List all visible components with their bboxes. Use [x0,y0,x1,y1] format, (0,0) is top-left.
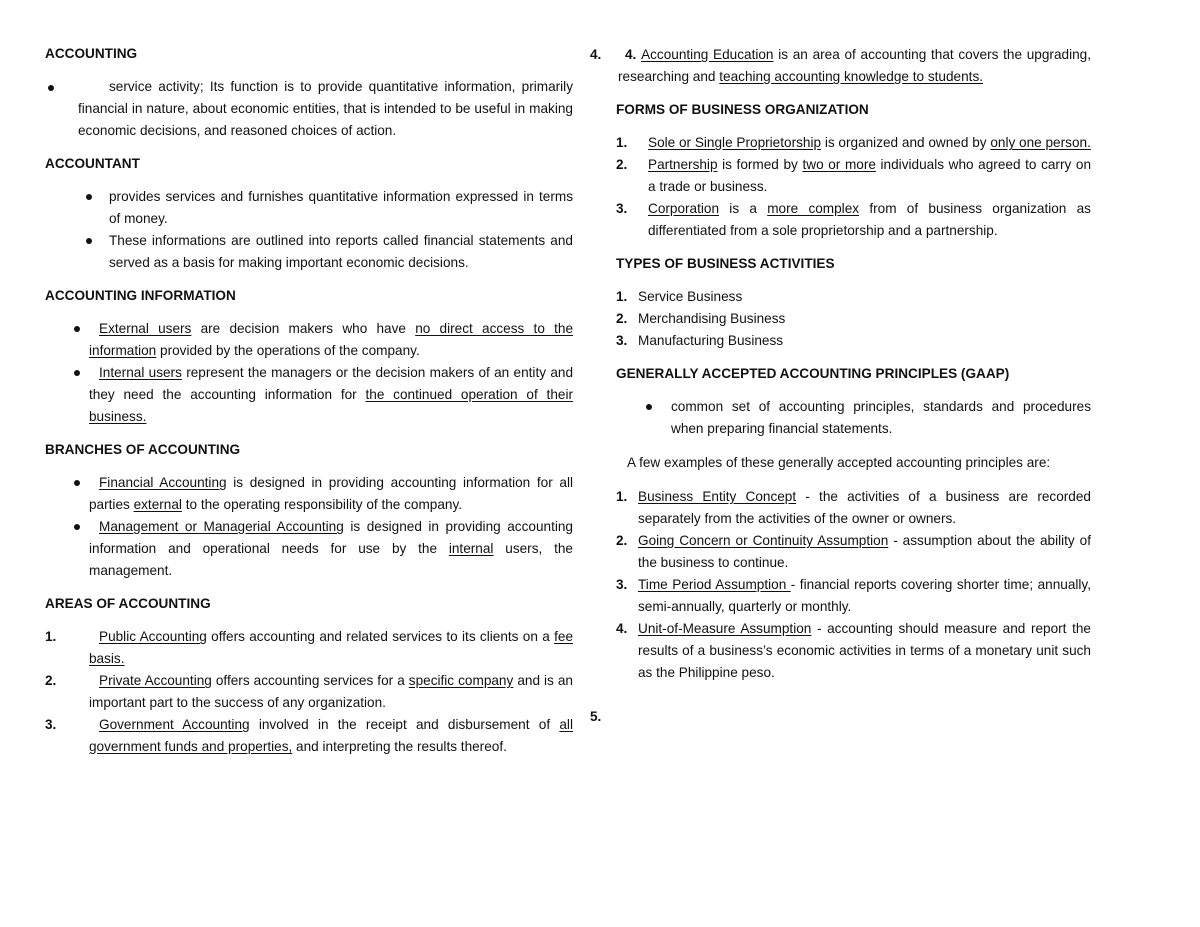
list-item-text: Manufacturing Business [638,333,784,348]
bullet-icon [74,370,80,376]
list-number: 2. [616,533,628,548]
list-number: 3. [616,333,628,348]
list-item [45,362,573,428]
bullet-icon [74,524,80,530]
list-item [590,286,1091,308]
gaap-list [590,486,1091,684]
bullet-icon [74,480,80,486]
list-item [590,198,1091,242]
list-item [45,186,573,230]
list-item-text: Service Business [638,289,743,304]
list-item [45,714,573,758]
list-item [45,670,573,714]
accounting-definition [45,76,573,142]
list-number: 5. [590,709,602,724]
list-item-text: Private Accounting offers accounting services for a specific company and is an important part to the success of any organization. [89,673,573,710]
list-item-text: These informations are outlined into reports called financial statements and served as a basis for making important economic decisions. [109,233,573,270]
areas-heading: AREAS OF ACCOUNTING [45,596,211,611]
list-number: 3. [45,717,57,732]
list-number: 3. [616,201,628,216]
list-item [590,396,1091,440]
types-heading: TYPES OF BUSINESS ACTIVITIES [616,256,835,271]
list-item [590,574,1091,618]
list-item-text: Public Accounting offers accounting and related services to its clients on a fee basis. [89,629,574,666]
list-item-text: Unit-of-Measure Assumption - accounting should measure and report the results of a business’s economic activities in terms of a monetary unit such as the Philippine peso. [638,621,1091,680]
list-number: 2. [45,673,57,688]
list-item [590,706,1091,728]
list-item [45,516,573,582]
list-number: 4. [616,621,628,636]
list-item-text: provides services and furnishes quantitative information expressed in terms of money. [109,189,573,226]
bullet-icon [48,85,54,91]
list-item-text: Internal users represent the managers or the decision makers of an entity and they need the accounting information for the continued operation of their business. [89,365,574,424]
list-item-text: Merchandising Business [638,311,786,326]
accounting-definition-text: service activity; Its function is to provide quantitative information, primarily financial in nature, about economic entities, that is intended to be useful in making economic decisions, and reasoned choices of action. [78,79,573,138]
list-item-text: common set of accounting principles, standards and procedures when preparing financial statements. [671,399,1091,436]
list-item [45,626,573,670]
list-item [45,230,573,274]
list-number: 3. [616,577,628,592]
forms-list [590,132,1091,242]
list-item-text: 4. Accounting Education is an area of accounting that covers the upgrading, researching and teaching accounting knowledge to students. [618,47,1091,84]
areas-list [45,626,573,758]
list-number: 2. [616,157,628,172]
list-item [590,308,1091,330]
gaap-intro: A few examples of these generally accepted accounting principles are: [627,455,1051,470]
list-item [45,318,573,362]
list-item [590,330,1091,352]
list-item [590,486,1091,530]
list-item [590,44,1091,88]
list-number: 2. [616,311,628,326]
list-number: 1. [616,289,628,304]
list-item-text: Government Accounting involved in the receipt and disbursement of all government funds and properties, and interpreting the results thereof. [89,717,573,754]
forms-heading: FORMS OF BUSINESS ORGANIZATION [616,102,869,117]
list-number: 1. [616,489,628,504]
list-item-text: Corporation is a more complex from of business organization as differentiated from a sole proprietorship and a partnership. [648,201,1091,238]
branches-heading: BRANCHES OF ACCOUNTING [45,442,241,457]
list-item-text: Going Concern or Continuity Assumption - assumption about the ability of the business to continue. [638,533,1091,570]
bullet-icon [86,194,92,200]
list-item-text: Sole or Single Proprietorship is organized and owned by only one person. [648,135,1091,150]
list-item [590,530,1091,574]
left-column [45,44,573,758]
bullet-icon [646,404,652,410]
list-number: 1. [45,629,57,644]
list-item-text: Financial Accounting is designed in providing accounting information for all parties external to the operating responsibility of the company. [89,475,574,512]
list-item-text: Partnership is formed by two or more individuals who agreed to carry on a trade or business. [648,157,1092,194]
accounting-heading: ACCOUNTING [45,46,138,61]
right-column [590,44,1091,728]
bullet-icon [86,238,92,244]
list-item-text: Business Entity Concept - the activities of a business are recorded separately from the activities of the owner or owners. [638,489,1091,526]
accounting-information-heading: ACCOUNTING INFORMATION [45,288,236,303]
list-item [590,132,1091,154]
accountant-heading: ACCOUNTANT [45,156,140,171]
types-list [590,286,1091,352]
list-item-text: External users are decision makers who have no direct access to the information provided by the operations of the company. [89,321,574,358]
bullet-icon [74,326,80,332]
list-number: 1. [616,135,628,150]
list-item-text: Time Period Assumption - financial reports covering shorter time; annually, semi-annually, quarterly or monthly. [638,577,1091,614]
gaap-heading: GENERALLY ACCEPTED ACCOUNTING PRINCIPLES (GAAP) [616,366,1010,381]
list-item [45,472,573,516]
list-item-text: Management or Managerial Accounting is designed in providing accounting information and operational needs for use by the internal users, the management. [89,519,573,578]
list-item [590,154,1091,198]
list-number: 4. [590,47,602,62]
list-item [590,618,1091,684]
